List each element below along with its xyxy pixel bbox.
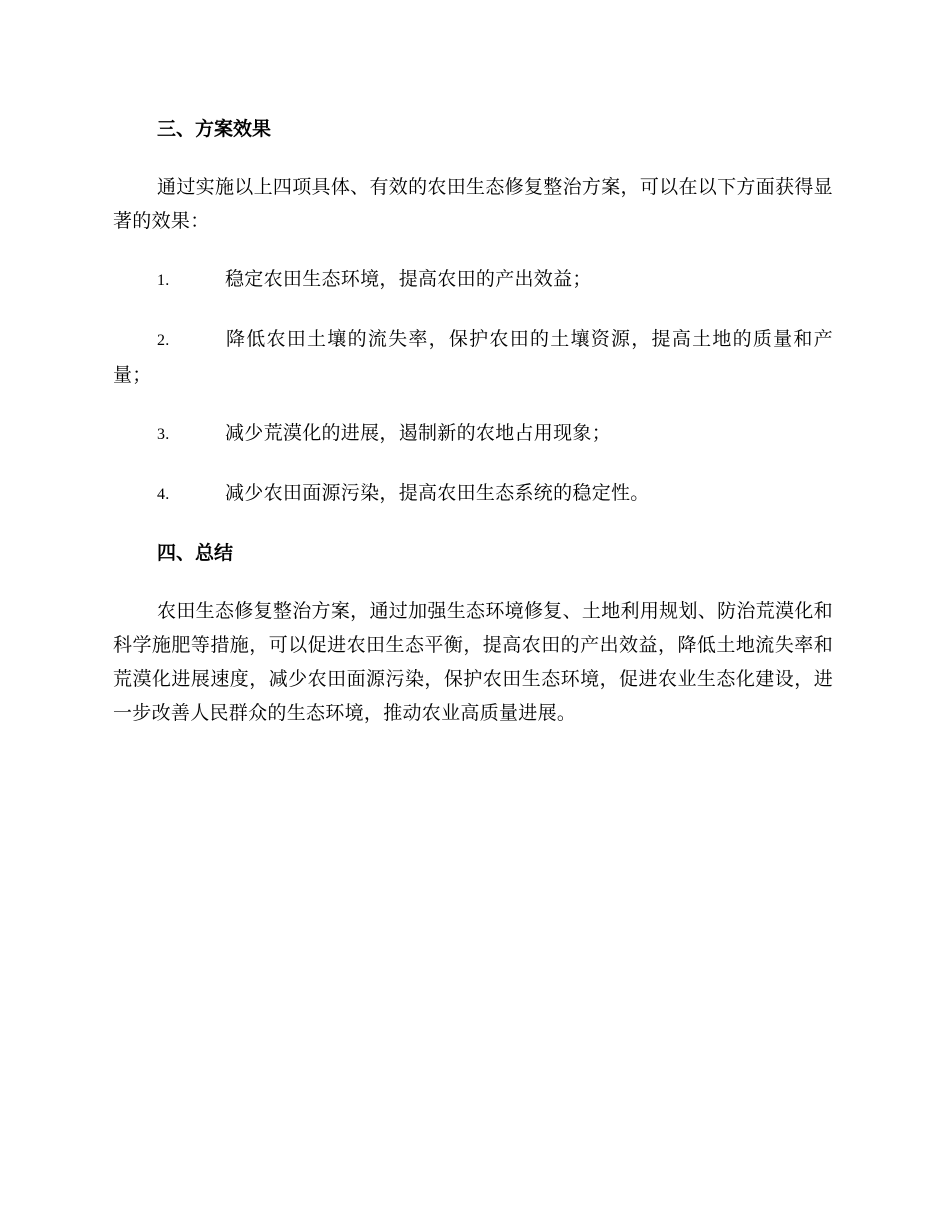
list-item-number: 4. [157, 486, 170, 503]
list-item-text: 稳定农田生态环境，提高农田的产出效益； [225, 268, 592, 290]
list-item-text: 降低农田土壤的流失率，保护农田的土壤资源，提高土地的质量和产量； [113, 328, 833, 386]
list-item [113, 262, 833, 298]
summary-paragraph: 农田生态修复整治方案，通过加强生态环境修复、土地利用规划、防治荒漠化和科学施肥等措施，可以促进农田生态平衡，提高农田的产出效益，降低土地流失率和荒漠化进展速度，减少农田面源污染，保护农田生态环境，促进农业生态化建设，进一步改善人民群众的生态环境，推动农业高质量进展。 [113, 600, 833, 724]
effects-intro-paragraph: 通过实施以上四项具体、有效的农田生态修复整治方案，可以在以下方面获得显著的效果： [113, 176, 833, 232]
list-item-text: 减少荒漠化的进展，遏制新的农地占用现象； [225, 422, 612, 444]
list-item [113, 322, 833, 392]
section-heading-summary: 四、总结 [157, 542, 234, 564]
list-item-number: 1. [157, 272, 170, 289]
section-heading-effects: 三、方案效果 [157, 118, 272, 140]
list-item-number: 2. [157, 332, 170, 349]
document-content [113, 112, 833, 754]
list-item [113, 476, 833, 512]
list-item-text: 减少农田面源污染，提高农田生态系统的稳定性。 [225, 482, 650, 504]
list-item [113, 416, 833, 452]
list-item-number: 3. [157, 426, 170, 443]
